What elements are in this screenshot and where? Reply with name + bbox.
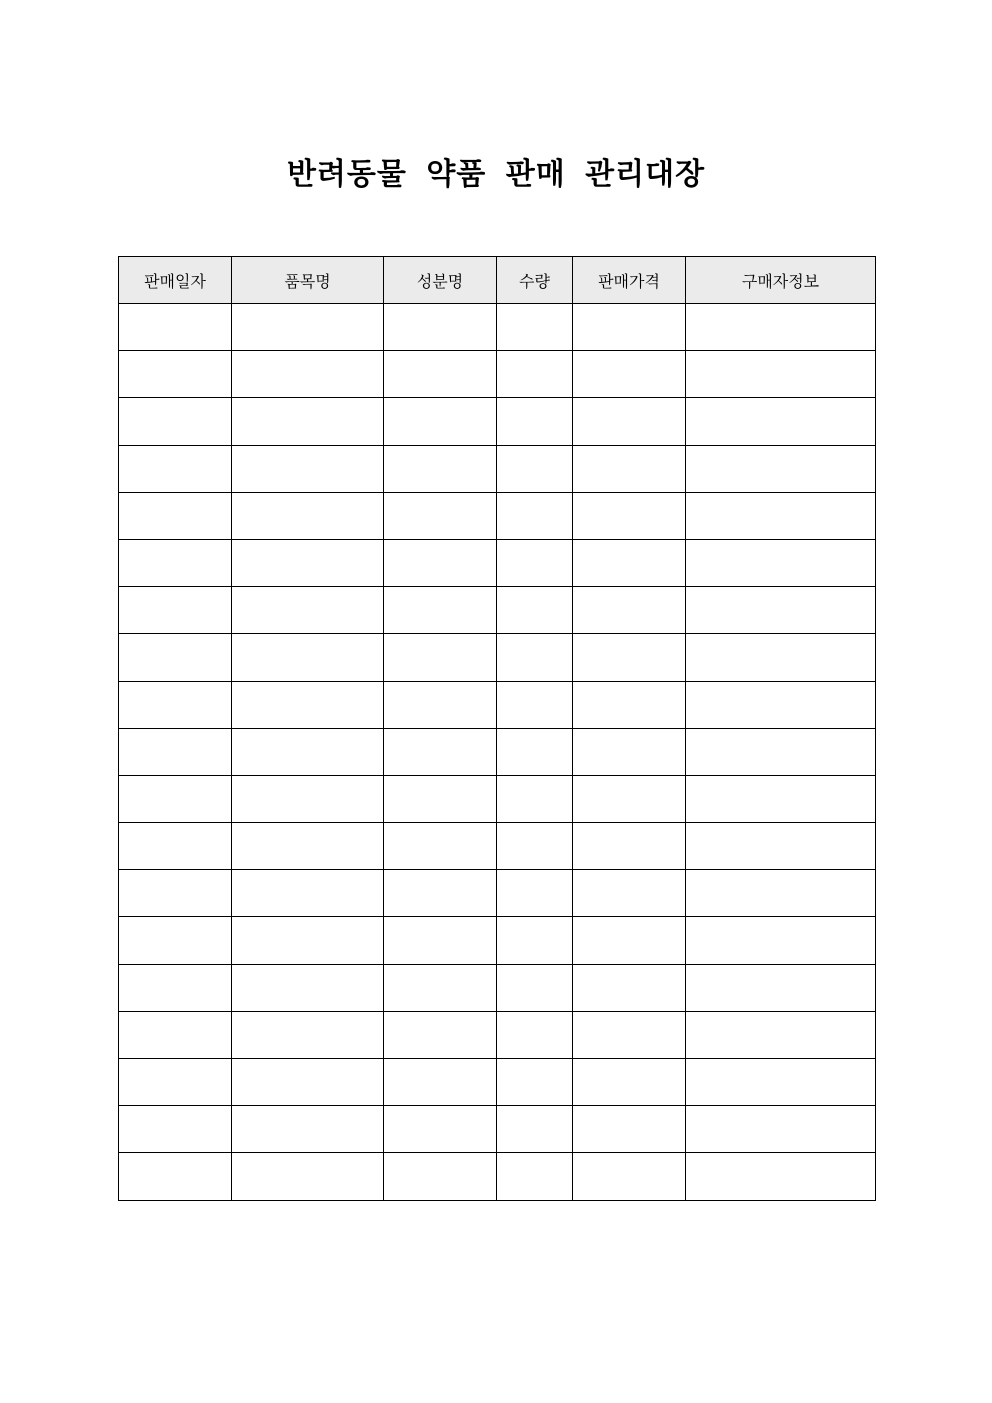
cell-sale-date	[119, 917, 232, 964]
cell-sale-price	[573, 1011, 686, 1058]
cell-product-name	[232, 1059, 384, 1106]
cell-ingredient-name	[384, 870, 497, 917]
cell-ingredient-name	[384, 1106, 497, 1153]
table-row	[119, 1059, 876, 1106]
cell-quantity	[497, 964, 573, 1011]
cell-sale-date	[119, 728, 232, 775]
cell-buyer-info	[686, 870, 876, 917]
table-row	[119, 539, 876, 586]
cell-product-name	[232, 917, 384, 964]
cell-sale-date	[119, 351, 232, 398]
cell-sale-price	[573, 775, 686, 822]
table-row	[119, 351, 876, 398]
cell-ingredient-name	[384, 445, 497, 492]
table-row	[119, 587, 876, 634]
cell-quantity	[497, 351, 573, 398]
table-header-row	[119, 257, 876, 304]
cell-ingredient-name	[384, 1059, 497, 1106]
cell-product-name	[232, 823, 384, 870]
cell-sale-price	[573, 1059, 686, 1106]
cell-buyer-info	[686, 587, 876, 634]
cell-sale-price	[573, 492, 686, 539]
cell-sale-price	[573, 304, 686, 351]
cell-ingredient-name	[384, 587, 497, 634]
cell-ingredient-name	[384, 917, 497, 964]
cell-sale-date	[119, 1106, 232, 1153]
column-header-sale-date: 판매일자	[119, 257, 232, 304]
column-header-quantity: 수량	[497, 257, 573, 304]
cell-product-name	[232, 398, 384, 445]
cell-sale-price	[573, 539, 686, 586]
cell-buyer-info	[686, 634, 876, 681]
cell-product-name	[232, 1011, 384, 1058]
cell-buyer-info	[686, 823, 876, 870]
cell-sale-date	[119, 1059, 232, 1106]
table-row	[119, 964, 876, 1011]
cell-product-name	[232, 681, 384, 728]
cell-quantity	[497, 304, 573, 351]
table-row	[119, 304, 876, 351]
cell-quantity	[497, 492, 573, 539]
cell-product-name	[232, 870, 384, 917]
cell-sale-price	[573, 681, 686, 728]
cell-sale-price	[573, 445, 686, 492]
cell-quantity	[497, 728, 573, 775]
table-row	[119, 870, 876, 917]
column-header-sale-price: 판매가격	[573, 257, 686, 304]
cell-sale-date	[119, 445, 232, 492]
cell-sale-price	[573, 398, 686, 445]
cell-buyer-info	[686, 1011, 876, 1058]
cell-buyer-info	[686, 728, 876, 775]
cell-ingredient-name	[384, 681, 497, 728]
cell-quantity	[497, 823, 573, 870]
cell-sale-price	[573, 823, 686, 870]
cell-sale-date	[119, 823, 232, 870]
table-row	[119, 1106, 876, 1153]
cell-quantity	[497, 1153, 573, 1200]
table-row	[119, 1011, 876, 1058]
cell-sale-date	[119, 539, 232, 586]
cell-product-name	[232, 351, 384, 398]
table-row	[119, 634, 876, 681]
table-row	[119, 398, 876, 445]
cell-ingredient-name	[384, 634, 497, 681]
cell-sale-date	[119, 492, 232, 539]
cell-quantity	[497, 681, 573, 728]
cell-quantity	[497, 587, 573, 634]
cell-sale-date	[119, 634, 232, 681]
cell-quantity	[497, 398, 573, 445]
cell-sale-price	[573, 351, 686, 398]
table-row	[119, 775, 876, 822]
cell-sale-price	[573, 587, 686, 634]
table-row	[119, 492, 876, 539]
cell-ingredient-name	[384, 351, 497, 398]
cell-sale-date	[119, 304, 232, 351]
cell-ingredient-name	[384, 964, 497, 1011]
cell-sale-price	[573, 1153, 686, 1200]
cell-quantity	[497, 870, 573, 917]
cell-product-name	[232, 539, 384, 586]
table-row	[119, 823, 876, 870]
sales-ledger-table	[118, 256, 876, 1201]
cell-buyer-info	[686, 539, 876, 586]
cell-ingredient-name	[384, 304, 497, 351]
cell-sale-price	[573, 870, 686, 917]
table-body	[119, 304, 876, 1201]
cell-product-name	[232, 304, 384, 351]
cell-ingredient-name	[384, 1153, 497, 1200]
column-header-ingredient-name: 성분명	[384, 257, 497, 304]
column-header-buyer-info: 구매자정보	[686, 257, 876, 304]
table-row	[119, 1153, 876, 1200]
cell-ingredient-name	[384, 539, 497, 586]
cell-quantity	[497, 539, 573, 586]
cell-ingredient-name	[384, 492, 497, 539]
cell-ingredient-name	[384, 1011, 497, 1058]
cell-sale-date	[119, 964, 232, 1011]
cell-sale-price	[573, 634, 686, 681]
cell-buyer-info	[686, 681, 876, 728]
cell-sale-price	[573, 917, 686, 964]
column-header-product-name: 품목명	[232, 257, 384, 304]
cell-quantity	[497, 445, 573, 492]
cell-quantity	[497, 917, 573, 964]
table-row	[119, 917, 876, 964]
cell-product-name	[232, 1106, 384, 1153]
cell-quantity	[497, 1059, 573, 1106]
cell-sale-date	[119, 870, 232, 917]
page-title: 반려동물 약품 판매 관리대장	[286, 157, 706, 193]
cell-buyer-info	[686, 917, 876, 964]
cell-sale-date	[119, 775, 232, 822]
cell-buyer-info	[686, 492, 876, 539]
cell-ingredient-name	[384, 728, 497, 775]
cell-buyer-info	[686, 1106, 876, 1153]
cell-sale-price	[573, 1106, 686, 1153]
cell-quantity	[497, 634, 573, 681]
cell-product-name	[232, 445, 384, 492]
cell-product-name	[232, 634, 384, 681]
cell-sale-date	[119, 587, 232, 634]
cell-quantity	[497, 775, 573, 822]
cell-ingredient-name	[384, 775, 497, 822]
cell-buyer-info	[686, 398, 876, 445]
table-row	[119, 445, 876, 492]
cell-quantity	[497, 1106, 573, 1153]
cell-product-name	[232, 728, 384, 775]
cell-quantity	[497, 1011, 573, 1058]
cell-product-name	[232, 492, 384, 539]
table-row	[119, 728, 876, 775]
cell-ingredient-name	[384, 823, 497, 870]
cell-sale-date	[119, 398, 232, 445]
cell-sale-date	[119, 681, 232, 728]
table-row	[119, 681, 876, 728]
cell-ingredient-name	[384, 398, 497, 445]
cell-buyer-info	[686, 304, 876, 351]
cell-sale-date	[119, 1011, 232, 1058]
cell-buyer-info	[686, 1059, 876, 1106]
cell-sale-price	[573, 728, 686, 775]
cell-buyer-info	[686, 1153, 876, 1200]
cell-buyer-info	[686, 775, 876, 822]
cell-sale-price	[573, 964, 686, 1011]
cell-buyer-info	[686, 964, 876, 1011]
cell-product-name	[232, 775, 384, 822]
cell-buyer-info	[686, 445, 876, 492]
cell-buyer-info	[686, 351, 876, 398]
cell-sale-date	[119, 1153, 232, 1200]
cell-product-name	[232, 1153, 384, 1200]
cell-product-name	[232, 964, 384, 1011]
cell-product-name	[232, 587, 384, 634]
